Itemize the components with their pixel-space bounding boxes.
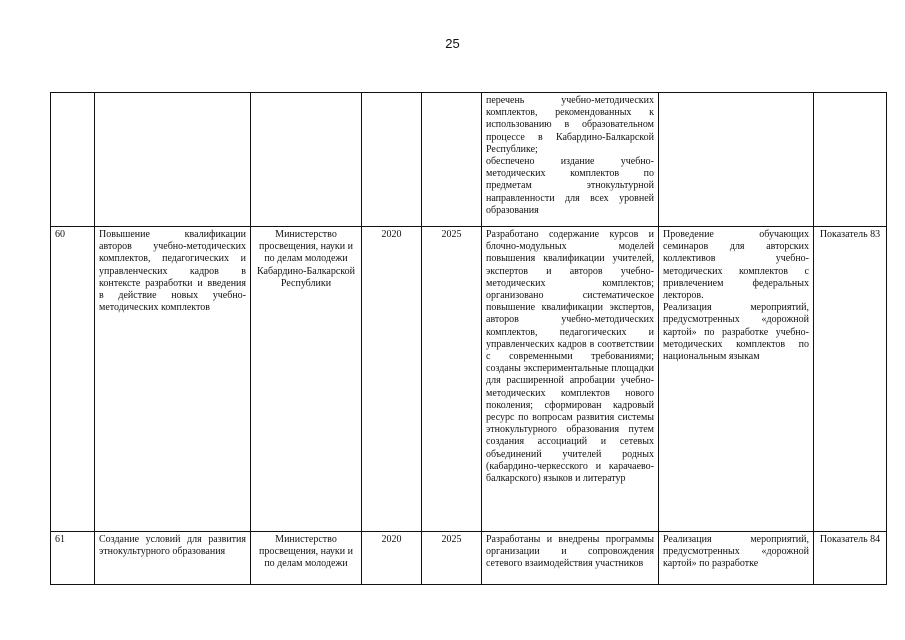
end-year-cell: 2025 [422,532,482,585]
indicator-cell [814,93,887,227]
table-row [51,93,887,227]
mechanism-cell: Проведение обучающих семинаров для авторских коллективов учебно-методических комплектов с привлечением федеральных лекторов. Реализация мероприятий, предусмотренных «дорожной картой» по разработке учебно-методических комплектов по национальным языкам [659,227,814,532]
measures-table [50,92,887,585]
row-number-cell: 61 [51,532,95,585]
start-year-cell: 2020 [362,532,422,585]
indicator-cell: Показатель 84 [814,532,887,585]
responsible-cell: Министерство просвещения, науки и по делам молодежи Кабардино-Балкарской Республики [251,227,362,532]
result-cell: Разработано содержание курсов и блочно-модульных моделей повышения квалификации учителей, экспертов и авторов учебно-методических комплектов; организовано систематическое повышение квалификации экспертов, авторов учебно-методических комплектов, педагогических и управленческих кадров в соответствии с современными требованиями; созданы экспериментальные площадки для расширенной апробации учебно-методических комплектов нового поколения; сформирован кадровый ресурс по вопросам развития системы этнокультурного образования путем создания ассоциаций и сетевых объединений учителей родных (кабардино-черкесского и карачаево-балкарского) языков и литератур [482,227,659,532]
page-number: 25 [445,36,460,51]
row-number-cell [51,93,95,227]
event-cell: Повышение квалификации авторов учебно-методических комплектов, педагогических и управленческих кадров в контексте разработки и введения в действие новых учебно-методических комплектов [95,227,251,532]
indicator-cell: Показатель 83 [814,227,887,532]
table-row [51,227,887,532]
row-number-cell: 60 [51,227,95,532]
responsible-cell: Министерство просвещения, науки и по делам молодежи [251,532,362,585]
event-cell: Создание условий для развития этнокультурного образования [95,532,251,585]
mechanism-cell: Реализация мероприятий, предусмотренных «дорожной картой» по разработке [659,532,814,585]
event-cell [95,93,251,227]
mechanism-cell [659,93,814,227]
start-year-cell: 2020 [362,227,422,532]
start-year-cell [362,93,422,227]
table-row [51,532,887,585]
end-year-cell [422,93,482,227]
responsible-cell [251,93,362,227]
end-year-cell: 2025 [422,227,482,532]
result-cell: перечень учебно-методических комплектов, рекомендованных к использованию в образовательном процессе в Кабардино-Балкарской Республике; обеспечено издание учебно-методических комплектов по предметам этнокультурной направленности для всех уровней образования [482,93,659,227]
result-cell: Разработаны и внедрены программы организации и сопровождения сетевого взаимодействия участников [482,532,659,585]
